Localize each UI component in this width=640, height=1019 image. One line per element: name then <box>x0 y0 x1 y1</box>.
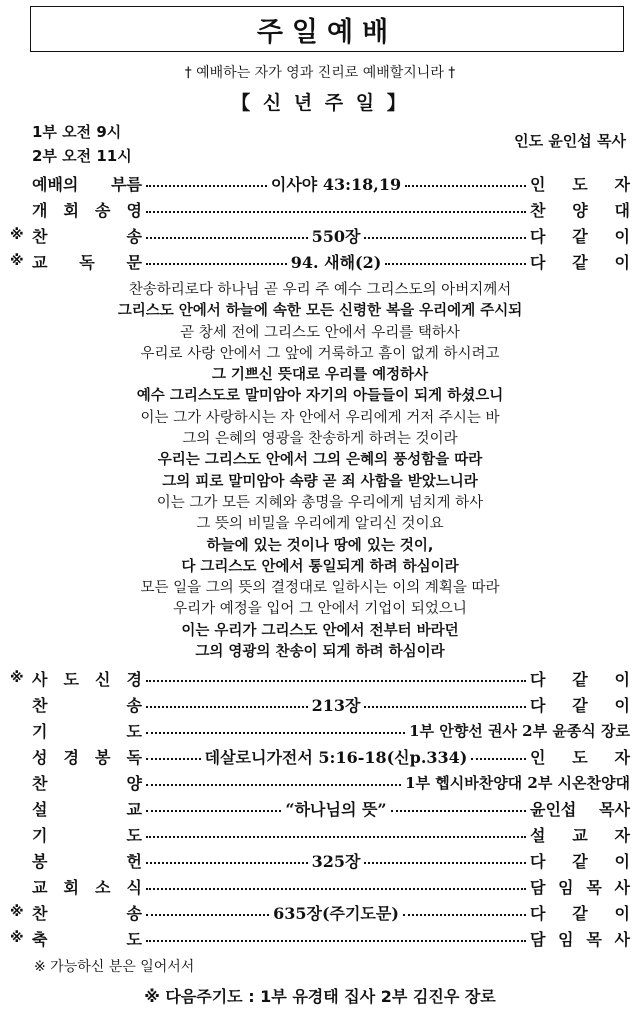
dot-leader <box>146 263 287 265</box>
order-item-fill <box>142 172 530 195</box>
order-item-person-char: 다 <box>530 695 546 715</box>
order-item-label-char: 헌 <box>126 851 142 871</box>
order-item-fill <box>142 250 530 273</box>
order-row <box>10 769 630 795</box>
order-of-worship-bottom <box>10 665 630 951</box>
order-item-person <box>530 224 630 247</box>
order-item-label <box>32 901 142 924</box>
sunday-name: 【 신 년 주 일 】 <box>231 92 409 114</box>
order-item-label-char: 식 <box>126 877 142 897</box>
reading-line: 우리는 그리스도 안에서 그의 은혜의 풍성함을 따라 <box>157 452 483 469</box>
order-item-label-char: 찬 <box>32 773 48 793</box>
service-time-2: 2부 오전 11시 <box>32 147 132 165</box>
order-item-person-char: 사 <box>614 929 630 949</box>
responsive-reading <box>0 280 640 663</box>
order-item-fill <box>142 677 530 679</box>
order-item-label-char: 도 <box>126 721 142 741</box>
order-row <box>10 743 630 769</box>
order-item-person <box>530 901 630 924</box>
order-item-label <box>32 927 142 950</box>
standing-mark: ※ <box>10 227 24 243</box>
order-item-label-char: 기 <box>32 825 48 845</box>
order-item-person-char: 목 <box>586 877 602 897</box>
order-item-fill <box>142 937 530 939</box>
order-item-fill <box>142 901 530 924</box>
dot-leader <box>146 706 308 708</box>
order-item-label-char: 찬 <box>32 903 48 923</box>
order-row <box>10 196 630 222</box>
service-leader: 인도 윤인섭 목사 <box>514 132 626 150</box>
order-item-fill <box>142 208 530 210</box>
order-item-person-char: 인 <box>530 747 546 767</box>
order-item-label-char: 회 <box>63 877 79 897</box>
order-item-person-char: 자 <box>614 174 630 194</box>
order-item-label-char: 문 <box>126 252 142 272</box>
order-item-label-char: 축 <box>32 929 48 949</box>
order-item-fill <box>142 885 530 887</box>
dot-leader <box>146 211 526 213</box>
order-item-person-char: 사 <box>614 877 630 897</box>
dot-leader <box>146 237 308 239</box>
order-item-person-char: 이 <box>614 851 630 871</box>
order-item-label-char: 도 <box>126 825 142 845</box>
order-item-label-char: 찬 <box>32 226 48 246</box>
order-item-person-char: 찬 <box>530 200 546 220</box>
order-item-person-char: 목사 <box>599 799 630 819</box>
order-item-person-char: 같 <box>572 851 588 871</box>
order-item-label-char: 봉 <box>95 747 111 767</box>
dot-leader <box>471 758 526 760</box>
order-item-label-char: 경 <box>63 747 79 767</box>
reading-line: 그 뜻의 비밀을 우리에게 알리신 것이요 <box>196 516 444 533</box>
dot-leader <box>146 940 526 942</box>
order-item-label-char: 기 <box>32 721 48 741</box>
order-item-label-char: 송 <box>126 226 142 246</box>
service-times <box>32 120 132 168</box>
order-item-person-char: 이 <box>614 695 630 715</box>
order-item-person-char: 도 <box>572 174 588 194</box>
order-item-label <box>32 875 142 898</box>
dot-leader <box>146 732 405 734</box>
dot-leader <box>146 888 526 890</box>
order-item-person <box>530 667 630 690</box>
dot-leader <box>146 185 267 187</box>
next-prayer: ※ 다음주기도 : 1부 유경태 집사 2부 김진우 장로 <box>144 987 496 1006</box>
reading-line: 이는 우리가 그리스도 안에서 전부터 바라던 <box>181 622 459 639</box>
order-item-detail: 635장(주기도문) <box>273 903 399 923</box>
order-item-person-char: 이 <box>614 252 630 272</box>
order-item-label-char: 도 <box>63 669 79 689</box>
order-item-label-char: 양 <box>126 773 142 793</box>
order-item-person <box>530 797 630 820</box>
order-row <box>10 925 630 951</box>
dot-leader <box>146 836 526 838</box>
order-item-label-char: 회 <box>63 200 79 220</box>
standing-mark: ※ <box>10 253 24 269</box>
order-item-assigned: 1부 안향선 권사 2부 윤종식 장로 <box>409 721 630 740</box>
order-item-person-char: 목 <box>586 929 602 949</box>
order-item-label-char: 성 <box>32 747 48 767</box>
order-item-detail: 94. 새해(2) <box>290 252 382 272</box>
order-item-person-char: 담 <box>530 877 546 897</box>
dot-leader <box>403 914 526 916</box>
reading-line: 예수 그리스도로 말미암아 자기의 아들들이 되게 하셨으니 <box>136 388 504 405</box>
dot-leader <box>146 758 201 760</box>
standing-mark: ※ <box>10 930 24 946</box>
standing-mark: ※ <box>10 670 24 686</box>
order-item-fill <box>142 849 530 872</box>
dot-leader <box>364 862 526 864</box>
order-item-fill <box>142 745 530 768</box>
order-item-person-char: 설 <box>530 825 546 845</box>
order-item-person-char: 교 <box>572 825 588 845</box>
order-row <box>10 665 630 691</box>
order-item-label-char: 봉 <box>32 851 48 871</box>
dot-leader <box>385 263 526 265</box>
order-row <box>10 899 630 925</box>
order-item-fill <box>142 833 530 835</box>
order-item-person <box>530 693 630 716</box>
standing-note: ※ 가능하신 분은 일어서서 <box>34 959 195 975</box>
order-item-person-char: 양 <box>572 200 588 220</box>
order-row <box>10 222 630 248</box>
order-item-person-char: 임 <box>558 877 574 897</box>
order-item-person-char: 같 <box>572 252 588 272</box>
order-item-person-char: 자 <box>614 825 630 845</box>
order-item-label-char: 독 <box>126 747 142 767</box>
order-item-person-char: 다 <box>530 851 546 871</box>
order-item-label-char: 송 <box>126 903 142 923</box>
order-item-person-char: 다 <box>530 669 546 689</box>
order-item-label-char: 설 <box>32 799 48 819</box>
order-item-fill <box>142 772 630 793</box>
order-item-label <box>32 771 142 794</box>
order-item-label <box>32 250 142 273</box>
reading-line: 모든 일을 그의 뜻의 결정대로 일하시는 이의 계획을 따라 <box>140 580 500 597</box>
dot-leader <box>146 862 308 864</box>
page-title: 주일예배 <box>256 16 398 48</box>
reading-line: 우리가 예정을 입어 그 안에서 기업이 되었으니 <box>173 601 467 618</box>
order-item-label-char: 독 <box>79 252 95 272</box>
order-item-person-char: 인 <box>530 174 546 194</box>
dot-leader <box>364 237 526 239</box>
reading-line: 그의 피로 말미암아 속량 곧 죄 사함을 받았느니라 <box>162 473 478 490</box>
order-row <box>10 795 630 821</box>
order-item-person-char: 담 <box>530 929 546 949</box>
reading-line: 하늘에 있는 것이나 땅에 있는 것이, <box>206 537 434 554</box>
title-box <box>30 6 624 52</box>
order-item-label <box>32 797 142 820</box>
order-item-fill <box>142 693 530 716</box>
order-item-label-char: 부름 <box>111 174 142 194</box>
order-item-person <box>530 875 630 898</box>
dot-leader <box>405 185 526 187</box>
order-item-label-char: 교 <box>32 252 48 272</box>
reading-line: 곧 창세 전에 그리스도 안에서 우리를 택하사 <box>180 324 460 341</box>
order-item-fill <box>142 797 530 820</box>
order-item-person-char: 같 <box>572 695 588 715</box>
order-item-person-char: 같 <box>572 903 588 923</box>
reading-line: 찬송하리로다 하나님 곧 우리 주 예수 그리스도의 아버지께서 <box>128 282 512 298</box>
order-item-person <box>530 745 630 768</box>
dot-leader <box>146 914 269 916</box>
order-item-person <box>530 172 630 195</box>
order-item-detail: 데살로니가전서 5:16-18(신p.334) <box>204 747 468 767</box>
order-row <box>10 717 630 743</box>
order-item-label-char: 영 <box>126 200 142 220</box>
order-item-person-char: 다 <box>530 226 546 246</box>
order-item-person-char: 다 <box>530 252 546 272</box>
order-row <box>10 691 630 717</box>
order-item-person-char: 다 <box>530 903 546 923</box>
reading-line: 그 기쁘신 뜻대로 우리를 예정하사 <box>211 367 429 384</box>
order-item-label <box>32 823 142 846</box>
order-item-label-char: 소 <box>95 877 111 897</box>
order-item-label <box>32 693 142 716</box>
service-time-1: 1부 오전 9시 <box>32 123 122 141</box>
order-item-assigned: 1부 헵시바찬양대 2부 시온찬양대 <box>405 773 630 792</box>
order-item-person-char: 자 <box>614 747 630 767</box>
order-item-person <box>530 823 630 846</box>
order-item-person-char: 임 <box>558 929 574 949</box>
order-item-person <box>530 849 630 872</box>
order-item-fill <box>142 224 530 247</box>
order-item-label-char: 송 <box>126 695 142 715</box>
order-of-worship-top <box>10 170 630 274</box>
order-item-person-char: 윤인섭 <box>530 799 577 819</box>
dot-leader <box>146 810 281 812</box>
dot-leader <box>364 706 526 708</box>
order-item-label <box>32 849 142 872</box>
order-item-label-char: 교 <box>32 877 48 897</box>
order-item-label-char: 개 <box>32 200 48 220</box>
order-row <box>10 847 630 873</box>
dot-leader <box>146 784 401 786</box>
order-item-label-char: 신 <box>95 669 111 689</box>
order-item-person <box>530 198 630 221</box>
order-item-detail: 213장 <box>311 695 361 715</box>
reading-line: 이는 그가 모든 지혜와 총명을 우리에게 넘치게 하사 <box>156 494 484 511</box>
order-item-detail: “하나님의 뜻” <box>285 799 387 819</box>
order-item-person-char: 대 <box>614 200 630 220</box>
standing-mark: ※ <box>10 904 24 920</box>
motto: † 예배하는 자가 영과 진리로 예배할지니라 † <box>184 65 456 81</box>
order-item-person <box>530 927 630 950</box>
order-row <box>10 248 630 274</box>
order-item-fill <box>142 720 630 741</box>
order-item-person-char: 이 <box>614 226 630 246</box>
order-item-label-char: 교 <box>126 799 142 819</box>
order-item-person-char: 같 <box>572 226 588 246</box>
order-item-label <box>32 224 142 247</box>
order-item-label-char: 송 <box>95 200 111 220</box>
order-item-label <box>32 745 142 768</box>
reading-line: 다 그리스도 안에서 통일되게 하려 하심이라 <box>181 558 459 575</box>
order-item-person-char: 이 <box>614 903 630 923</box>
order-row <box>10 821 630 847</box>
reading-line: 그리스도 안에서 하늘에 속한 모든 신령한 복을 우리에게 주시되 <box>117 303 523 320</box>
order-item-person <box>530 250 630 273</box>
order-item-label-char: 찬 <box>32 695 48 715</box>
order-item-label <box>32 172 142 195</box>
dot-leader <box>391 810 526 812</box>
reading-line: 그의 은혜의 영광을 찬송하게 하려는 것이라 <box>182 431 458 448</box>
order-item-person-char: 같 <box>572 669 588 689</box>
order-item-label-char: 경 <box>126 669 142 689</box>
reading-line: 이는 그가 사랑하시는 자 안에서 우리에게 거저 주시는 바 <box>140 409 500 426</box>
order-item-label-char: 도 <box>126 929 142 949</box>
order-row <box>10 873 630 899</box>
order-item-label <box>32 719 142 742</box>
reading-line: 우리로 사랑 안에서 그 앞에 거룩하고 흠이 없게 하시려고 <box>140 345 500 362</box>
order-item-person-char: 이 <box>614 669 630 689</box>
order-item-label <box>32 198 142 221</box>
order-row <box>10 170 630 196</box>
order-item-detail: 550장 <box>311 226 361 246</box>
dot-leader <box>146 680 526 682</box>
reading-line: 그의 영광의 찬송이 되게 하려 하심이라 <box>195 644 445 661</box>
order-item-label-char: 예배의 <box>32 174 79 194</box>
order-item-detail: 이사야 43:18,19 <box>270 174 402 194</box>
order-item-person-char: 도 <box>572 747 588 767</box>
order-item-detail: 325장 <box>311 851 361 871</box>
order-item-label <box>32 667 142 690</box>
order-item-label-char: 사 <box>32 669 48 689</box>
